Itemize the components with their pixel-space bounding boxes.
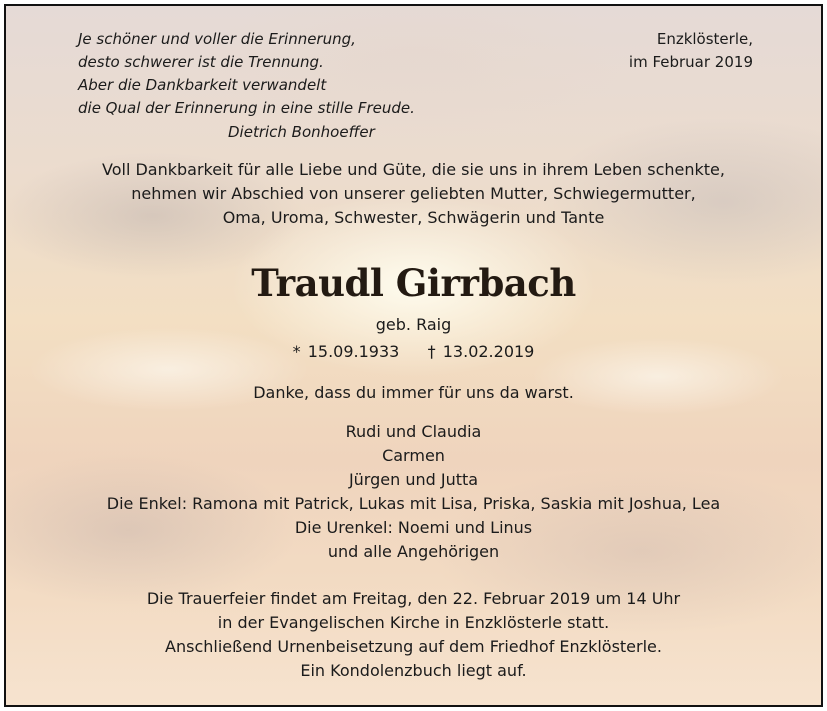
maiden-name: geb. Raig	[375, 315, 452, 334]
intro-line: Voll Dankbarkeit für alle Liebe und Güte, die sie uns in ihrem Leben schenkte,	[102, 160, 725, 179]
bonhoeffer-quote	[78, 28, 415, 120]
funeral-service-info	[6, 587, 821, 683]
intro-text	[6, 158, 821, 230]
quote-line: desto schwerer ist die Trennung.	[78, 53, 324, 71]
service-line: in der Evangelischen Kirche in Enzklösterle statt.	[217, 613, 610, 632]
quote-line: Aber die Dankbarkeit verwandelt	[78, 76, 327, 94]
place: Enzklösterle,	[656, 30, 753, 48]
mourner-entry: Carmen	[382, 446, 445, 465]
service-line: Anschließend Urnenbeisetzung auf dem Friedhof Enzklösterle.	[165, 637, 662, 656]
mourner-entry: Die Enkel: Ramona mit Patrick, Lukas mit Lisa, Priska, Saskia mit Joshua, Lea	[106, 494, 721, 513]
mourner-entry: Jürgen und Jutta	[348, 470, 479, 489]
intro-line: Oma, Uroma, Schwester, Schwägerin und Tante	[222, 208, 605, 227]
service-line: Die Trauerfeier findet am Freitag, den 22. Februar 2019 um 14 Uhr	[146, 589, 681, 608]
place-and-date	[629, 28, 753, 74]
thanks-line: Danke, dass du immer für uns da warst.	[253, 383, 574, 402]
mourner-entry: Rudi und Claudia	[345, 422, 482, 441]
quote-author: Dietrich Bonhoeffer	[228, 123, 375, 141]
intro-line: nehmen wir Abschied von unserer geliebten Mutter, Schwiegermutter,	[131, 184, 696, 203]
mourner-entry: und alle Angehörigen	[327, 542, 500, 561]
date: im Februar 2019	[628, 53, 753, 71]
quote-line: die Qual der Erinnerung in eine stille Freude.	[78, 99, 415, 117]
quote-line: Je schöner und voller die Erinnerung,	[78, 30, 356, 48]
deceased-name: Traudl Girrbach	[251, 261, 576, 305]
obituary-notice	[4, 4, 823, 707]
service-line: Ein Kondolenzbuch liegt auf.	[300, 661, 527, 680]
life-dates: * 15.09.1933 † 13.02.2019	[292, 342, 535, 361]
mourners-list	[6, 420, 821, 564]
mourner-entry: Die Urenkel: Noemi und Linus	[294, 518, 533, 537]
